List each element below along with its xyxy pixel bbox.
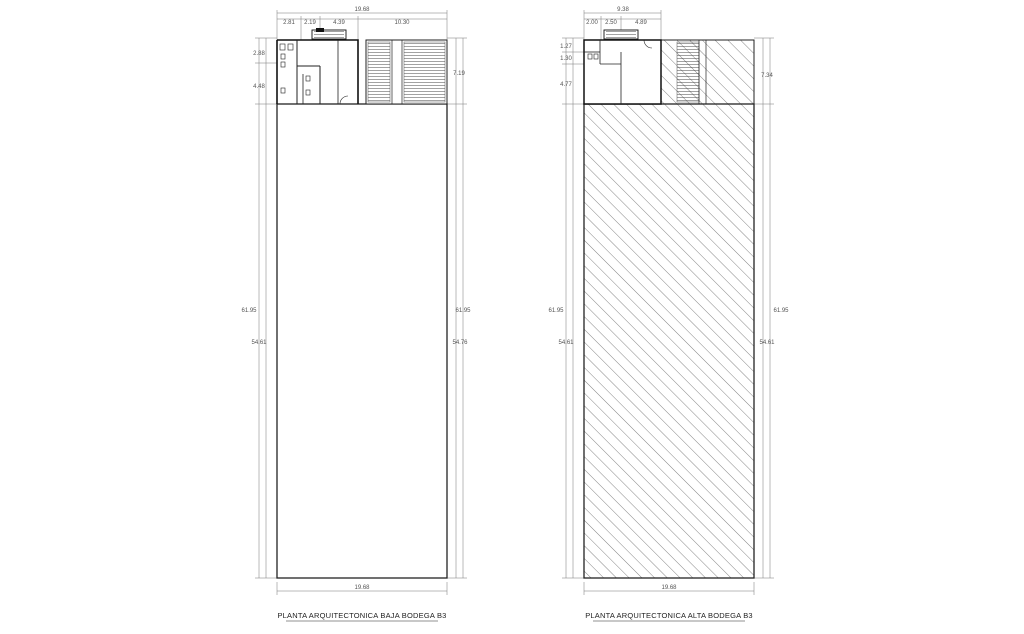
lower-dim-bottom-total: 19.68 — [354, 585, 370, 591]
upper-dim-top-total: 9.38 — [617, 7, 629, 13]
lower-dim-right-top: 7.19 — [453, 71, 465, 77]
upper-dim-left-inner: 54.61 — [558, 340, 574, 346]
lower-dim-top-total: 19.68 — [354, 7, 370, 13]
lower-dim-top-4: 10.30 — [394, 20, 410, 26]
lower-dim-left-inner: 54.61 — [251, 340, 267, 346]
lower-dim-right-total: 61.95 — [455, 308, 471, 314]
upper-dim-right-top: 7.34 — [761, 73, 773, 79]
lower-dim-top-1: 2.81 — [283, 20, 295, 26]
lower-dim-left-1: 2.88 — [253, 51, 265, 57]
upper-dim-top-2: 2.50 — [605, 20, 617, 26]
upper-dim-top-3: 4.89 — [635, 20, 647, 26]
lower-right-dimensions — [447, 38, 471, 578]
upper-dim-right-total: 61.95 — [773, 308, 789, 314]
upper-right-dimensions — [754, 38, 789, 578]
upper-dim-right-inner: 54.61 — [759, 340, 775, 346]
upper-left-dimensions — [548, 38, 584, 578]
upper-dim-left-3: 4.77 — [560, 82, 572, 88]
lower-dim-top-2: 2.19 — [304, 20, 316, 26]
upper-dim-left-1: 1.27 — [560, 44, 572, 50]
lower-service-rooms — [277, 28, 358, 104]
lower-floor-plan — [241, 7, 471, 621]
upper-bottom-dimension — [584, 582, 754, 595]
lower-warehouse-outline — [277, 104, 447, 578]
upper-dim-top-1: 2.00 — [586, 20, 598, 26]
upper-plan-title: PLANTA ARQUITECTONICA ALTA BODEGA B3 — [585, 611, 753, 620]
lower-dim-left-2: 4.48 — [253, 84, 265, 90]
upper-dim-left-total: 61.95 — [548, 308, 564, 314]
lower-bottom-dimension — [277, 582, 447, 595]
lower-dim-top-3: 4.39 — [333, 20, 345, 26]
lower-dim-right-inner: 54.76 — [452, 340, 468, 346]
upper-void-hatched-area — [584, 104, 754, 578]
lower-plan-title: PLANTA ARQUITECTONICA BAJA BODEGA B3 — [277, 611, 447, 620]
lower-left-dimensions — [241, 38, 277, 578]
lower-stair-block — [366, 40, 447, 104]
upper-hatched-top-area — [661, 40, 754, 104]
lower-dim-left-total: 61.95 — [241, 308, 257, 314]
lower-top-dimensions — [277, 7, 447, 40]
upper-mezzanine-rooms — [584, 30, 661, 104]
upper-floor-plan — [548, 7, 789, 621]
upper-dim-bottom-total: 19.68 — [661, 585, 677, 591]
upper-dim-left-2: 1.30 — [560, 56, 572, 62]
